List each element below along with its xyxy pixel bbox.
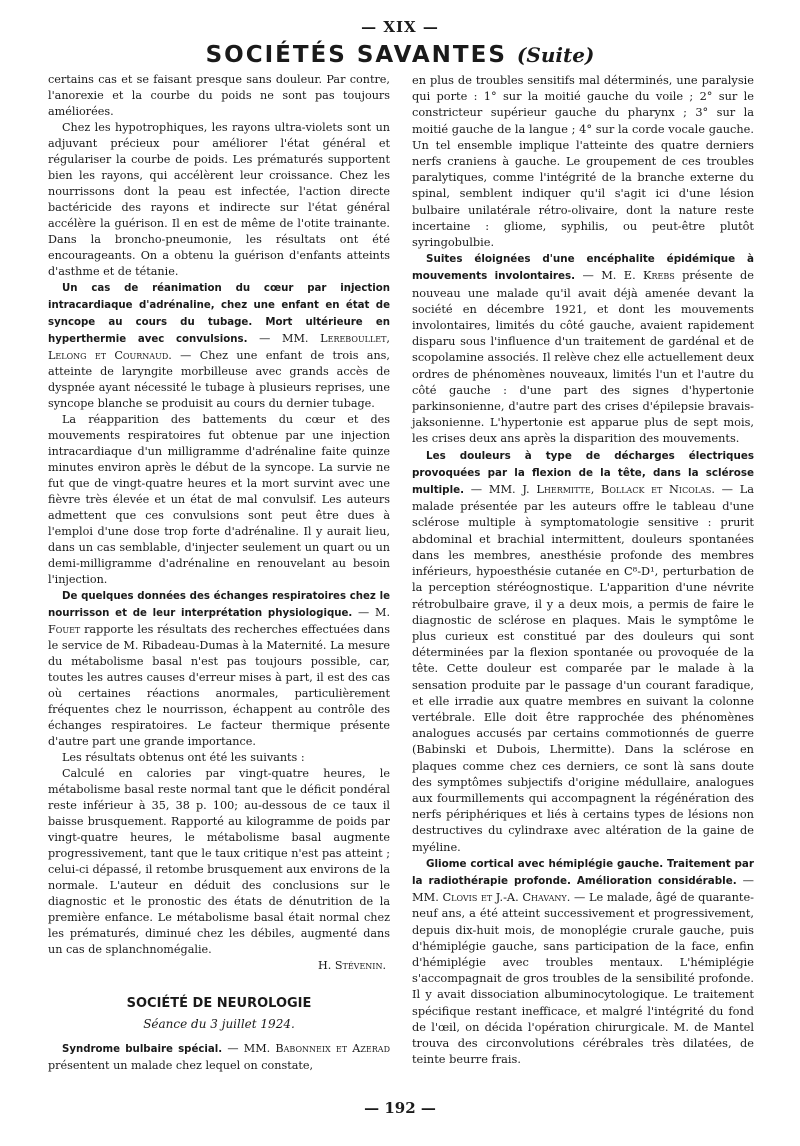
title-text: SOCIÉTÉS SAVANTES xyxy=(205,42,507,68)
page-title xyxy=(0,42,800,68)
article-heading: De quelques données des échanges respiratoires chez le nourrisson et de leur interprétation physiologique. xyxy=(48,591,390,619)
article-heading: Un cas de réanimation du cœur par injection intracardiaque d'adrénaline, chez une enfant en état de syncope au cours du tubage. Mort ultérieure en hyperthermie avec convulsions. xyxy=(48,283,390,345)
article-text: La malade présentée par les auteurs offre le tableau d'une sclérose multiple à symptomatologie sensitive : prurit abdominal et brachial intermittent, douleurs spontanées dans les membres, anesthésie profonde des membres inférieurs, hypoesthésie cutanée en C⁸-D¹, perturbation de la perception stéréognostique. L'apparition d'une névrite rétrobulbaire grave, il y a deux mois, a permis de faire le diagnostic de sclérose en plaques. Mais le symptôme le plus curieux est constitué par des douleurs qui sont déterminées par la flexion spontanée ou provoquée de la tête. Cette douleur est comparée par le malade à la sensation produite par le passage d'un courant faradique, et elle irradie aux quatre membres en suivant la colonne vertébrale. Elle doit être rapprochée des phénomènes analogues accusés par certains commotionnés de guerre (Babinski et Dubois, Lhermitte). Dans la sclérose en plaques comme chez ces derniers, ce sont là sans doute des symptômes subjectifs d'origine médullaire, analogues aux fourmillements qui accompagnent la régénération des nerfs périphériques et liés à certains types de lésions non destructives du cylindraxe avec altération de la gaine de myéline. xyxy=(412,482,754,854)
paragraph: Chez les hypotrophiques, les rayons ultra-violets sont un adjuvant précieux pour améliorer l'état général et régulariser la courbe de poids. Les prématurés supportent bien les rayons, qui accélèrent leur croissance. Chez les nourrissons dont la peau est infectée, l'action directe bactéricide des rayons et indirecte sur l'état général accélère la guérison. Il en est de même de l'otite trainante. Dans la broncho-pneumonie, les résultats ont été encourageants. On a obtenu la guérison d'enfants atteints d'asthme et de tétanie. xyxy=(48,121,390,278)
article-respiratory: De quelques données des échanges respiratoires chez le nourrisson et de leur interprétation physiologique. — M. Fouet rapporte les résultats des recherches effectuées dans le service de M. Ribadeau-Dumas à la Maternité. La mesure du métabolisme basal n'est pas toujours possible, car, toutes les autres causes d'erreur mises à part, il est des cas où certaines réactions anormales, particulièrement fréquentes chez le nourrisson, échappent au contrôle des échanges respiratoires. Le facteur thermique présente d'autre part une grande importance. xyxy=(48,591,390,748)
article-bulbar: Syndrome bulbaire spécial. — MM. Babonneix et Azerad présentent un malade chez lequel on constate, xyxy=(48,1042,390,1072)
article-text: présentent un malade chez lequel on constate, xyxy=(48,1059,314,1072)
article-authors: MM. Clovis et J.-A. Chavany. xyxy=(412,890,571,905)
article-heading: Suites éloignées d'une encéphalite épidémique à mouvements involontaires. xyxy=(412,253,754,283)
title-suite: (Suite) xyxy=(516,43,595,67)
paragraph: certains cas et se faisant presque sans douleur. Par contre, l'anorexie et la courbe du poids ne sont pas toujours améliorées. xyxy=(48,73,390,118)
article-sclerosis: Les douleurs à type de décharges électriques provoquées par la flexion de la tête, dans la sclérose multiple. — MM. J. Lhermitte, Bollack et Nicolas. — La malade présentée par les auteurs offre le tableau d'une sclérose multiple à symptomatologie sensitive : prurit abdominal et brachial intermittent, douleurs spontanées dans les membres, anesthésie profonde des membres inférieurs, hypoesthésie cutanée en C⁸-D¹, perturbation de la perception stéréognostique. L'apparition d'une névrite rétrobulbaire grave, il y a deux mois, a permis de faire le diagnostic de sclérose en plaques. Mais le symptôme le plus curieux est constitué par des douleurs qui sont déterminées par la flexion spontanée ou provoquée de la tête. Cette douleur est comparée par le malade à la sensation produite par le passage d'un courant faradique, et elle irradie aux quatre membres en suivant la colonne vertébrale. Elle doit être rapprochée des phénomènes analogues accusés par certains commotionnés de guerre (Babinski et Dubois, Lhermitte). Dans la sclérose en plaques comme chez ces derniers, ce sont là sans doute des symptômes subjectifs d'origine médullaire, analogues aux fourmillements qui accompagnent la régénération des nerfs périphériques et liés à certains types de lésions non destructives du cylindraxe avec altération de la gaine de myéline. xyxy=(412,449,754,854)
paragraph: en plus de troubles sensitifs mal déterminés, une paralysie qui porte : 1° sur la moitié gauche du voile ; 2° sur le constricteur supérieur gauche du pharynx ; 3° sur la moitié gauche de la langue ; 4° sur la corde vocale gauche. Un tel ensemble implique l'atteinte des quatre derniers nerfs craniens à gauche. Le groupement de ces troubles paralytiques, comme l'intégrité de la branche externe du spinal, semblent indiquer qu'il s'agit ici d'une lésion bulbaire unilatérale rétro-olivaire, dont la nature reste incertaine : gliome, syphilis, ou peut-être plutôt syringobulbie. xyxy=(412,73,754,250)
article-text: présente de nouveau une malade qu'il avait déjà amenée devant la société en décembre 1921, et dont les mouvements involontaires, limités du côté gauche, avaient rapidement disparu sous l'influence d'un traitement de gardénal et de scopolamine associés. Il relève chez elle actuellement deux ordres de phénomènes nouveaux, limités l'un et l'autre du côté gauche : d'une part des signes d'hypertonie parkinsonienne, d'autre part des crises d'épilepsie bravais-jaksonienne. L'hypertonie est apparue plus de sept mois, les crises deux ans après la disparition des mouvements. xyxy=(412,268,754,446)
article-intracardiac: Un cas de réanimation du cœur par injection intracardiaque d'adrénaline, chez une enfant en état de syncope au cours du tubage. Mort ultérieure en hyperthermie avec convulsions. — MM. Lereboullet, Lelong et Cournaud. — Chez une enfant de trois ans, atteinte de laryngite morbilleuse avec grands accès de dyspnée ayant nécessité le tubage à plusieurs reprises, une syncope blanche se produisit au cours du dernier tubage. xyxy=(48,283,390,410)
paragraph: Calculé en calories par vingt-quatre heures, le métabolisme basal reste normal tant que le déficit pondéral reste inférieur à 35, 38 p. 100; au-dessous de ce taux il baisse brusquement. Rapporté au kilogramme de poids par vingt-quatre heures, le métabolisme basal augmente progressivement, tant que le taux critique n'est pas atteint ; celui-ci dépassé, il retombe brusquement aux environs de la normale. L'auteur en déduit des conclusions sur le diagnostic et le pronostic des états de dénutrition de la première enfance. Le métabolisme basal était normal chez les prématurés, diminué chez les débiles, augmenté dans un cas de splanchnomégalie. xyxy=(48,767,390,956)
article-heading: Syndrome bulbaire spécial. xyxy=(62,1044,223,1055)
article-encephalitis: Suites éloignées d'une encéphalite épidémique à mouvements involontaires. — M. E. Krebs présente de nouveau une malade qu'il avait déjà amenée devant la société en décembre 1921, et dont les mouvements involontaires, limités du côté gauche, avaient rapidement disparu sous l'influence d'un traitement de gardénal et de scopolamine associés. Il relève chez elle actuellement deux ordres de phénomènes nouveaux, limités l'un et l'autre du côté gauche : d'une part des signes d'hypertonie parkinsonienne, d'autre part des crises d'épilepsie bravais-jaksonienne. L'hypertonie est apparue plus de sept mois, les crises deux ans après la disparition des mouvements. xyxy=(412,253,754,446)
article-authors: M. Fouet xyxy=(48,606,390,636)
signature: H. Stévenin. xyxy=(317,959,386,972)
article-authors: MM. Lereboullet, Lelong et Cournaud. xyxy=(48,332,390,362)
right-column xyxy=(412,72,754,1067)
article-text: rapporte les résultats des recherches effectuées dans le service de M. Ribadeau-Dumas à la Maternité. La mesure du métabolisme basal n'est pas toujours possible, car, toutes les autres causes d'erreur mises à part, il est des cas où certaines réactions anormales, particulièrement fréquentes chez le nourrisson, échappent au contrôle des échanges respiratoires. Le facteur thermique présente d'autre part une grande importance. xyxy=(48,623,390,748)
paragraph: La réapparition des battements du cœur et des mouvements respiratoires fut obtenue par une injection intracardiaque d'un milligramme d'adrénaline faite quinze minutes environ après le début de la syncope. La survie ne fut que de vingt-quatre heures et la mort survint avec une fièvre très élevée et un état de mal convulsif. Les auteurs admettent que ces convulsions sont peut être dues à l'emploi d'une dose trop forte d'adrénaline. Il y aurait lieu, dans un cas semblable, d'injecter seulement un quart ou un demi-milligramme d'adrénaline en renouvelant au besoin l'injection. xyxy=(48,413,390,586)
paragraph: Les résultats obtenus ont été les suivants : xyxy=(62,751,305,764)
session-date: Séance du 3 juillet 1924. xyxy=(143,1017,295,1031)
article-text: Chez une enfant de trois ans, atteinte de laryngite morbilleuse avec grands accès de dyspnée ayant nécessité le tubage à plusieurs reprises, une syncope blanche se produisit au cours du dernier tubage. xyxy=(48,349,390,410)
article-authors: MM. Babonneix et Azerad xyxy=(243,1042,390,1055)
article-authors: M. E. Krebs xyxy=(601,268,675,283)
folio: — XIX — xyxy=(361,18,439,36)
article-heading: Les douleurs à type de décharges électriques provoquées par la flexion de la tête, dans la sclérose multiple. xyxy=(412,449,754,497)
article-authors: MM. J. Lhermitte, Bollack et Nicolas. xyxy=(488,482,715,497)
article-glioma: Gliome cortical avec hémiplégie gauche. Traitement par la radiothérapie profonde. Amélioration considérable. — MM. Clovis et J.-A. Chavany. — Le malade, âgé de quarante-neuf ans, a été atteint successivement et progressivement, depuis dix-huit mois, de monoplégie crurale gauche, puis d'hémiplégie gauche, sans participation de la face, enfin d'hémiplégie avec troubles mentaux. L'hémiplégie s'accompagnait de gros troubles de la sensibilité profonde. Il y avait dissociation albuminocytologique. Le traitement spécifique restant inefficace, et malgré l'intégrité du fond de l'œil, on décida l'opération chirurgicale. M. de Mantel trouva des circonvolutions cérébrales très dilatées, de teinte beurre frais. xyxy=(412,857,754,1067)
section-heading: SOCIÉTÉ DE NEUROLOGIE xyxy=(126,996,312,1011)
left-column xyxy=(48,72,390,1074)
page-number: — 192 — xyxy=(364,1099,436,1117)
article-heading: Gliome cortical avec hémiplégie gauche. Traitement par la radiothérapie profonde. Amélioration considérable. xyxy=(412,857,754,887)
article-text: Le malade, âgé de quarante-neuf ans, a été atteint successivement et progressivement, depuis dix-huit mois, de monoplégie crurale gauche, puis d'hémiplégie gauche, sans participation de la face, enfin d'hémiplégie avec troubles mentaux. L'hémiplégie s'accompagnait de gros troubles de la sensibilité profonde. Il y avait dissociation albuminocytologique. Le traitement spécifique restant inefficace, et malgré l'intégrité du fond de l'œil, on décida l'opération chirurgicale. M. de Mantel trouva des circonvolutions cérébrales très dilatées, de teinte beurre frais. xyxy=(412,890,754,1067)
